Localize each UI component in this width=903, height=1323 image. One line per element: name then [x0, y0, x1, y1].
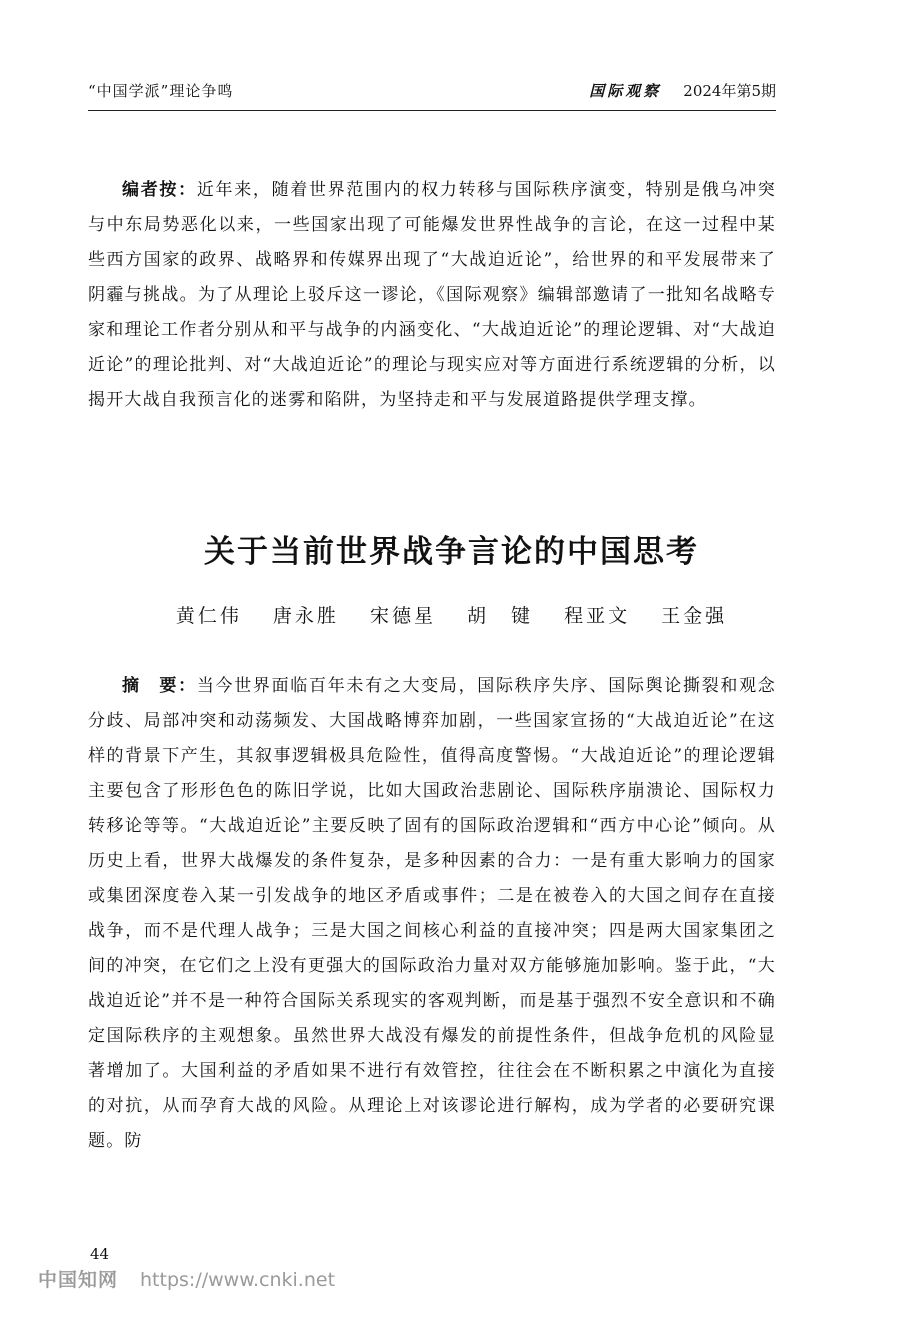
issue-label: 2024年第5期: [683, 82, 776, 100]
journal-info: [589, 80, 776, 101]
editor-note-text: 近年来，随着世界范围内的权力转移与国际秩序演变，特别是俄乌冲突与中东局势恶化以来，一些国家出现了可能爆发世界性战争的言论，在这一过程中某些西方国家的政界、战略界和传媒界出现了“大战迫近论”，给世界的和平发展带来了阴霾与挑战。为了从理论上驳斥这一谬论，《国际观察》编辑部邀请了一批知名战略专家和理论工作者分别从和平与战争的内涵变化、“大战迫近论”的理论逻辑、对“大战迫近论”的理论批判、对“大战迫近论”的理论与现实应对等方面进行系统逻辑的分析，以揭开大战自我预言化的迷雾和陷阱，为坚持走和平与发展道路提供学理支撑。: [88, 180, 776, 410]
running-header: [88, 80, 776, 111]
author: 王金强: [661, 605, 728, 627]
cnki-watermark: [38, 1265, 335, 1292]
journal-name: 国际观察: [589, 82, 662, 100]
author-list: [0, 601, 903, 628]
author: 黄仁伟: [175, 605, 242, 627]
editor-note: [88, 173, 776, 418]
abstract: [88, 669, 776, 1159]
abstract-label: 摘 要：: [122, 676, 197, 696]
author: 宋德星: [369, 605, 436, 627]
page-number: 44: [90, 1245, 110, 1263]
author: 唐永胜: [272, 605, 339, 627]
article-title: 关于当前世界战争言论的中国思考: [204, 534, 699, 570]
watermark-url[interactable]: https://www.cnki.net: [140, 1269, 336, 1291]
author: 程亚文: [564, 605, 631, 627]
author: 胡 键: [467, 605, 534, 627]
editor-note-label: 编者按：: [122, 180, 197, 200]
watermark-name: 中国知网: [38, 1269, 119, 1291]
section-label: “中国学派”理论争鸣: [88, 82, 234, 100]
abstract-text: 当今世界面临百年未有之大变局，国际秩序失序、国际舆论撕裂和观念分歧、局部冲突和动荡频发、大国战略博弈加剧，一些国家宣扬的“大战迫近论”在这样的背景下产生，其叙事逻辑极具危险性，值得高度警惕。“大战迫近论”的理论逻辑主要包含了形形色色的陈旧学说，比如大国政治悲剧论、国际秩序崩溃论、国际权力转移论等等。“大战迫近论”主要反映了固有的国际政治逻辑和“西方中心论”倾向。从历史上看，世界大战爆发的条件复杂，是多种因素的合力：一是有重大影响力的国家或集团深度卷入某一引发战争的地区矛盾或事件；二是在被卷入的大国之间存在直接战争，而不是代理人战争；三是大国之间核心利益的直接冲突；四是两大国家集团之间的冲突，在它们之上没有更强大的国际政治力量对双方能够施加影响。鉴于此，“大战迫近论”并不是一种符合国际关系现实的客观判断，而是基于强烈不安全意识和不确定国际秩序的主观想象。虽然世界大战没有爆发的前提性条件，但战争危机的风险显著增加了。大国利益的矛盾如果不进行有效管控，往往会在不断积累之中演化为直接的对抗，从而孕育大战的风险。从理论上对该谬论进行解构，成为学者的必要研究课题。防: [88, 676, 776, 1151]
